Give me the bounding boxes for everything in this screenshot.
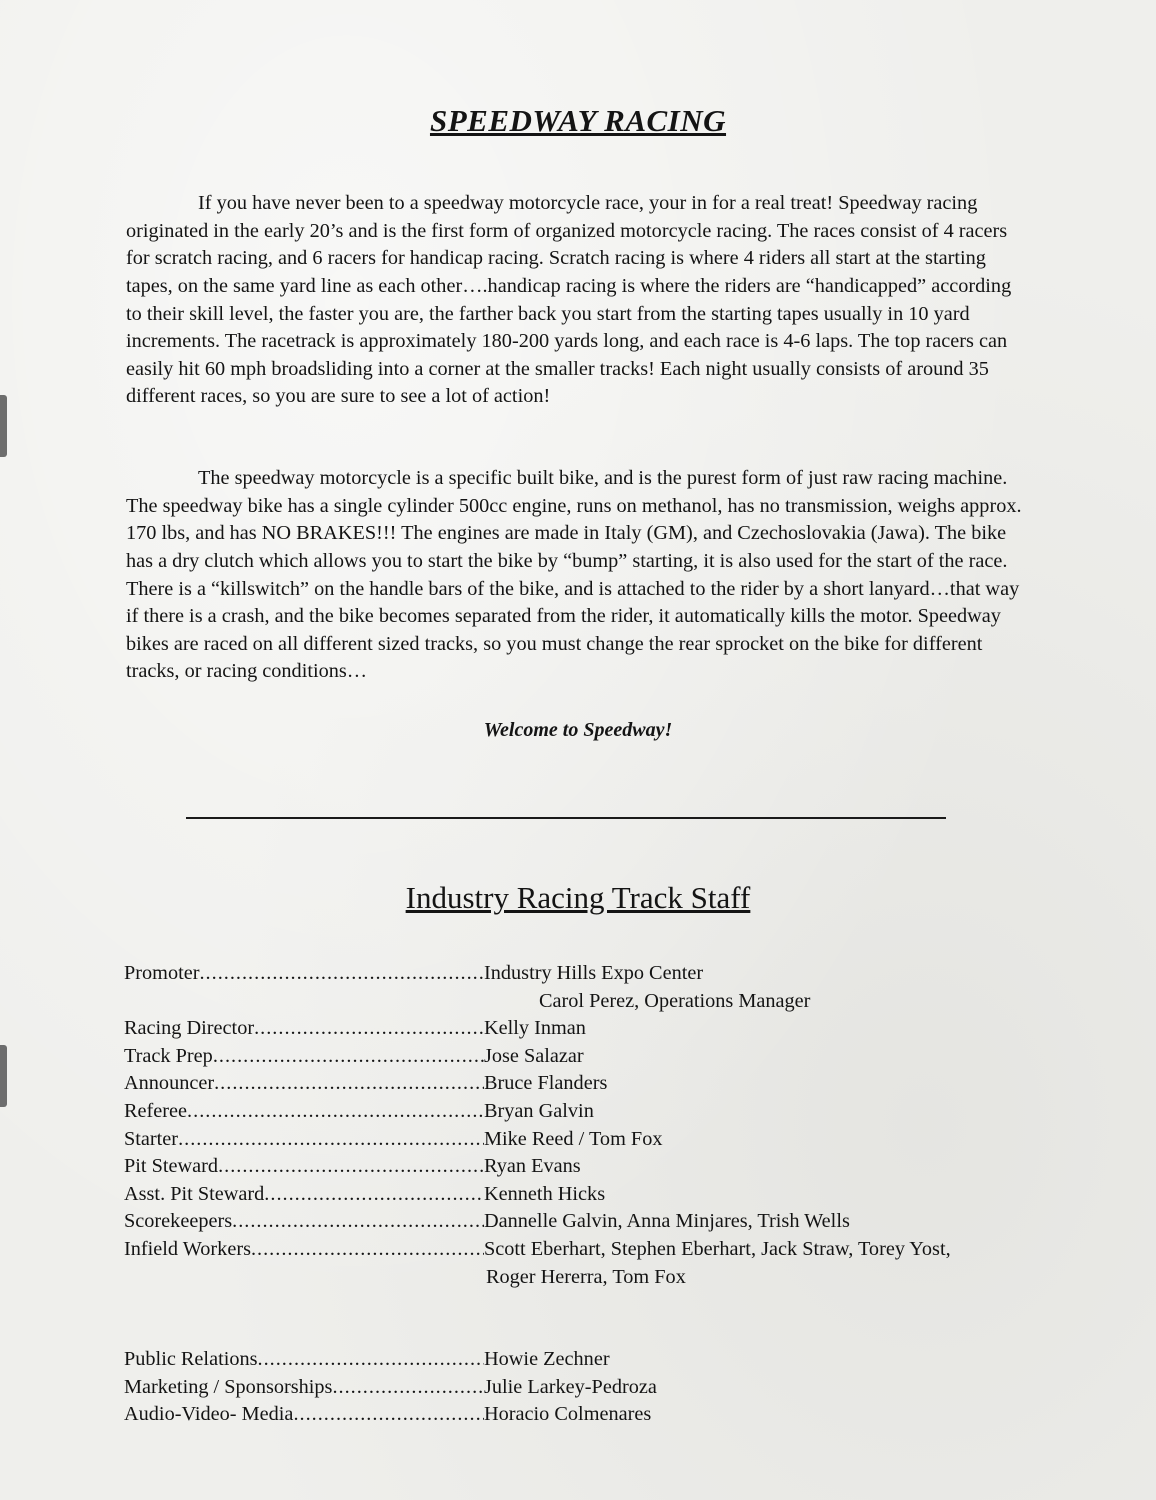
staff-row-media [124, 1401, 1044, 1429]
staff-name-extra: Carol Perez, Operations Manager [539, 989, 811, 1012]
staff-role: Announcer [124, 1072, 215, 1095]
welcome-line: Welcome to Speedway! [483, 719, 673, 741]
staff-list-secondary [124, 1346, 1044, 1429]
staff-row-referee [124, 1098, 1044, 1126]
staff-role: Track Prep [124, 1044, 213, 1067]
staff-row-promoter [124, 960, 1044, 988]
staff-role: Referee [124, 1099, 188, 1122]
article-paragraph-2: The speedway motorcycle is a specific built bike, and is the purest form of just raw racing machine. The speedway bike has a single cylinder 500cc engine, runs on methanol, has no transmission, weighs approx. 170 lbs, and has NO BRAKES!!! The engines are made in Italy (GM), and Czechoslovakia (Jawa). The bike has a dry clutch which allows you to start the bike by “bump” starting, it is also used for the start of the race. There is a “killswitch” on the handle bars of the bike, and is attached to the rider by a short lanyard…that way if there is a crash, and the bike becomes separated from the rider, it automatically kills the motor. Speedway bikes are raced on all different sized tracks, so you must change the rear sprocket on the bike for different tracks, or racing conditions… [126, 467, 1022, 683]
staff-name-extra: Roger Hererra, Tom Fox [486, 1265, 686, 1288]
staff-name: Bruce Flanders [484, 1072, 608, 1095]
staff-row-track-prep [124, 1043, 1044, 1071]
staff-row-infield-workers [124, 1236, 1044, 1264]
staff-role: Audio-Video- Media [124, 1403, 294, 1426]
staff-row-marketing [124, 1374, 1044, 1402]
staff-role: Pit Steward [124, 1155, 219, 1178]
staff-name: Ryan Evans [484, 1155, 581, 1178]
staff-row-announcer [124, 1070, 1044, 1098]
staff-row-asst-pit-steward [124, 1181, 1044, 1209]
staff-title: Industry Racing Track Staff [405, 880, 751, 915]
staff-name: Kenneth Hicks [484, 1182, 606, 1205]
staff-role: Public Relations [124, 1348, 258, 1370]
staff-name: Horacio Colmenares [484, 1403, 652, 1426]
staff-list [124, 960, 1044, 1291]
staff-role: Racing Director [124, 1017, 255, 1040]
staff-name: Mike Reed / Tom Fox [484, 1127, 663, 1150]
staff-row-public-relations [124, 1346, 1044, 1374]
staff-role: Scorekeepers [124, 1210, 233, 1233]
staff-row-racing-director [124, 1015, 1044, 1043]
article-paragraph-1: If you have never been to a speedway motorcycle race, your in for a real treat! Speedway racing originated in the early 20’s and is the first form of organized motorcycle racing. The races consist of 4 racers for scratch racing, and 6 racers for handicap racing. Scratch racing is where 4 riders all start at the starting tapes, on the same yard line as each other….handicap racing is where the riders are “handicapped” according to their skill level, the faster you are, the farther back you start from the starting tapes usually in 10 yard increments. The racetrack is approximately 180-200 yards long, and each race is 4-6 laps. The top racers can easily hit 60 mph broadsliding into a corner at the smaller tracks! Each night usually consists of around 35 different races, so you are sure to see a lot of action! [126, 192, 1012, 408]
staff-name: Julie Larkey-Pedroza [484, 1375, 657, 1398]
binding-hole-upper [0, 395, 7, 457]
staff-name: Industry Hills Expo Center [484, 962, 704, 984]
staff-row-starter [124, 1126, 1044, 1154]
staff-name: Kelly Inman [484, 1017, 586, 1040]
staff-role: Promoter [124, 962, 200, 984]
staff-name: Dannelle Galvin, Anna Minjares, Trish Wells [484, 1210, 850, 1233]
article-title: SPEEDWAY RACING [429, 103, 727, 138]
staff-role: Marketing / Sponsorships [124, 1375, 333, 1398]
staff-role: Infield Workers [124, 1237, 251, 1260]
staff-role: Asst. Pit Steward [124, 1182, 265, 1205]
binding-hole-lower [0, 1045, 7, 1107]
staff-role: Starter [124, 1127, 179, 1150]
staff-row-scorekeepers [124, 1208, 1044, 1236]
staff-name: Scott Eberhart, Stephen Eberhart, Jack Straw, Torey Yost, [484, 1237, 951, 1260]
divider-line [186, 817, 946, 819]
staff-name: Jose Salazar [484, 1044, 584, 1067]
staff-name: Howie Zechner [484, 1348, 610, 1370]
staff-row-pit-steward [124, 1153, 1044, 1181]
staff-name: Bryan Galvin [484, 1099, 594, 1122]
